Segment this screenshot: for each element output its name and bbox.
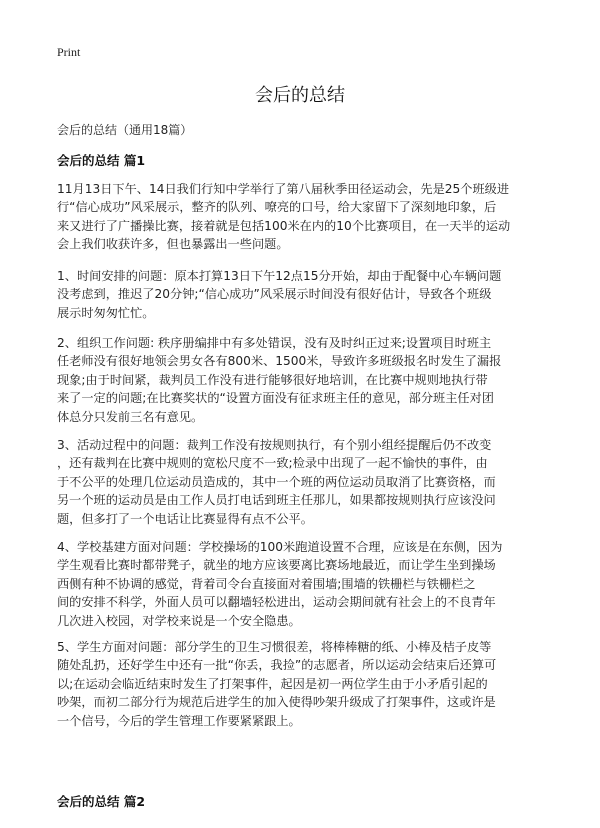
section-heading-1: 会后的总结 篇1	[57, 153, 146, 168]
paragraph-line: 1、时间安排的问题：原本打算13日下午12点15分开始，却由于配餐中心车辆问题	[57, 269, 502, 283]
paragraph-line: 间的安排不科学，外面人员可以翻墙轻松进出，运动会期间就有社会上的不良青年	[57, 595, 496, 610]
paragraph-infrastructure	[57, 538, 543, 630]
paragraph-line: 3、活动过程中的问题：裁判工作没有按规则执行，有个别小组经提醒后仍不改变	[57, 438, 492, 452]
paragraph-line: 题，但多打了一个电话让比赛显得有点不公平。	[57, 511, 313, 526]
page-title: 会后的总结	[255, 85, 345, 106]
paragraph-line: 任老师没有很好地领会男女各有800米、1500米，导致许多班级报名时发生了漏报	[57, 354, 502, 369]
paragraph-line: 11月13日下午、14日我们行知中学举行了第八届秋季田径运动会，先是25个班级进	[57, 182, 510, 196]
paragraph-line: 体总分只发前三名有意见。	[57, 409, 204, 424]
paragraph-line: 会上我们收获许多，但也暴露出一些问题。	[57, 237, 289, 252]
paragraph-line: 来又进行了广播操比赛，接着就是包括100米在内的10个比赛项目，在一天半的运动	[57, 218, 511, 233]
paragraph-line: 几次进入校园，对学校来说是一个安全隐患。	[57, 613, 301, 628]
paragraph-activity-process	[57, 436, 543, 528]
paragraph-intro	[57, 180, 543, 254]
paragraph-line: 来了一定的问题;在比赛奖状的“设置方面没有征求班主任的意见，部分班主任对团	[57, 391, 494, 406]
paragraph-line: 没考虑到，推迟了20分钟;“信心成功”风采展示时间没有很好估计，导致各个班级	[57, 287, 492, 302]
paragraph-line: 一个信号，今后的学生管理工作要紧紧跟上。	[57, 713, 301, 728]
paragraph-students	[57, 638, 543, 730]
paragraph-line: 行“信心成功”风采展示，整齐的队列、嘹亮的口号，给大家留下了深刻地印象，后	[57, 200, 497, 215]
paragraph-line: 2、组织工作问题: 秩序册编排中有多处错误，没有及时纠正过来;设置项目时班主	[57, 336, 492, 350]
paragraph-line: 吵架，而初二部分行为规范后进学生的加入使得吵架升级成了打架事件，这或许是	[57, 695, 496, 710]
paragraph-line: ，还有裁判在比赛中规则的宽松尺度不一致;检录中出现了一起不愉快的事件，由	[57, 456, 488, 471]
paragraph-line: 学生观看比赛时都带凳子，就坐的地方应该要离比赛场地最近，而让学生坐到操场	[57, 558, 496, 573]
paragraph-line: 展示时匆匆忙忙。	[57, 305, 155, 320]
paragraph-line: 另一个班的运动员是由工作人员打电话到班主任那儿，如果都按规则执行应该没问	[57, 493, 496, 508]
section-heading-2: 会后的总结 篇2	[57, 794, 146, 809]
paragraph-line: 5、学生方面对问题：部分学生的卫生习惯很差，将棒棒糖的纸、小棒及桔子皮等	[57, 640, 492, 654]
paragraph-line: 于不公平的处理几位运动员造成的，其中一个班的两位运动员取消了比赛资格，而	[57, 474, 496, 489]
paragraph-line: 4、学校基建方面对问题：学校操场的100米跑道设置不合理，应该是在东侧，因为	[57, 540, 503, 554]
paragraph-line: 随处乱扔，还好学生中还有一批“你丢，我捡”的志愿者，所以运动会结束后还算可	[57, 658, 497, 673]
print-link[interactable]: Print	[57, 45, 81, 59]
paragraph-line: 以;在运动会临近结束时发生了打架事件，起因是初一两位学生由于小矛盾引起的	[57, 676, 488, 691]
paragraph-line: 现象;由于时间紧，裁判员工作没有进行能够很好地培训，在比赛中规则地执行带	[57, 372, 488, 387]
paragraph-line: 西侧有种不协调的感觉，背着司令台直接面对着围墙;围墙的铁栅栏与铁栅栏之	[57, 576, 476, 591]
document-subtitle: 会后的总结（通用18篇）	[57, 123, 193, 137]
paragraph-organization	[57, 334, 543, 426]
paragraph-time-arrangement	[57, 267, 543, 322]
